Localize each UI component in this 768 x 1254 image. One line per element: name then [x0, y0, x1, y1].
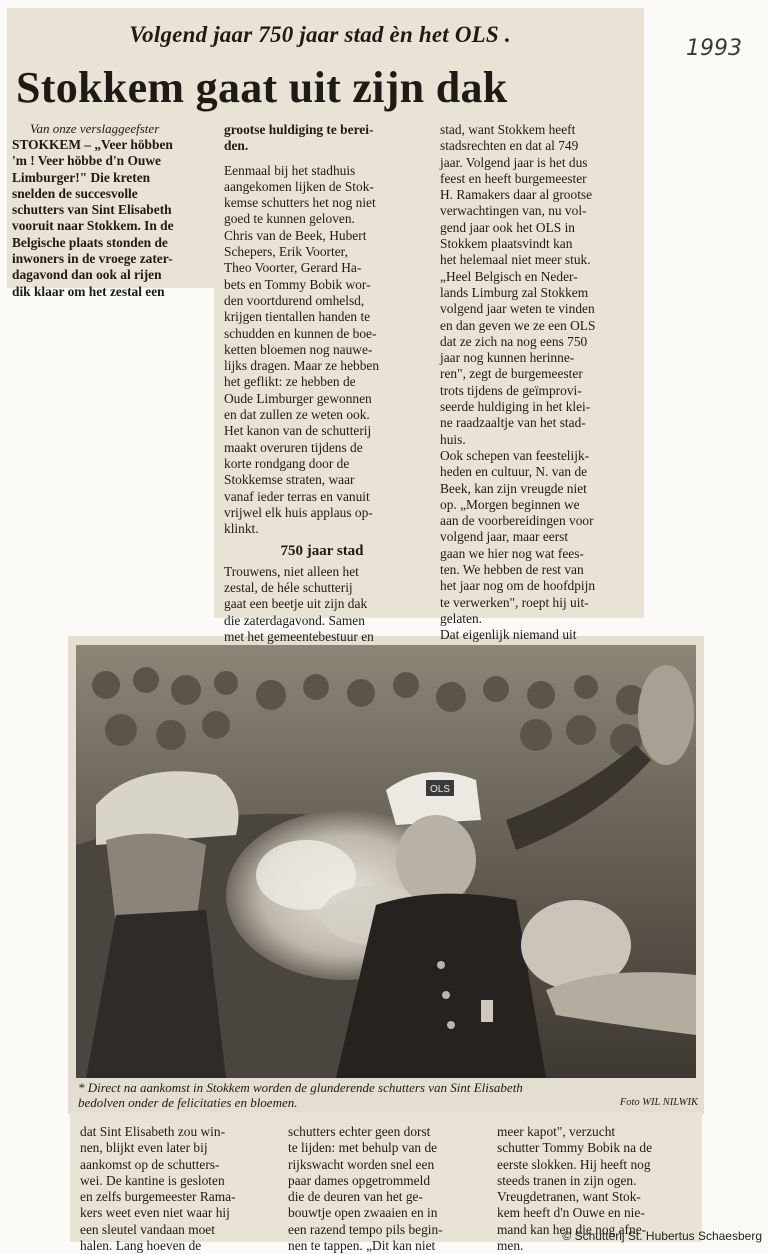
text-line: bets en Tommy Bobik wor-	[224, 276, 371, 292]
text-line: het jaar nog om de hoofdpijn	[440, 578, 596, 594]
continuation-column-2	[288, 1124, 484, 1254]
text-line: een sleutel vandaan moet	[80, 1221, 215, 1237]
text-line: dat ze zich na nog eens 750	[440, 333, 588, 349]
text-line: Schepers, Erik Voorter,	[224, 244, 348, 260]
text-line: goed te kunnen geloven.	[224, 211, 355, 227]
text-line: dat Sint Elisabeth zou win-	[80, 1124, 226, 1139]
text-line: verwachtingen van, nu vol-	[440, 203, 587, 219]
text-line: volgend jaar weten te vinden	[440, 301, 595, 317]
text-line: rijkswacht worden snel een	[288, 1156, 435, 1172]
text-line: aan de voorbereidingen voor	[440, 513, 594, 529]
text-line: schutter Tommy Bobik na de	[497, 1140, 653, 1156]
handwritten-year: 1993	[686, 36, 742, 61]
text-line: grootse huldiging te berei-	[224, 122, 374, 137]
text-line: dik klaar om het zestal een	[12, 283, 165, 299]
text-line: heden en cultuur, N. van de	[440, 464, 588, 480]
text-line: Theo Voorter, Gerard Ha-	[224, 260, 362, 276]
text-line: en dan geven we ze een OLS	[440, 317, 596, 333]
text-line: korte rondgang door de	[224, 455, 350, 471]
byline: Van onze verslaggeefster	[30, 121, 160, 136]
text-line: seerde huldiging in het klei-	[440, 399, 591, 415]
text-line: ren", zegt de burgemeester	[440, 366, 583, 382]
text-line: Trouwens, niet alleen het	[224, 563, 359, 579]
text-line: Belgische plaats stonden de	[12, 234, 168, 250]
text-line: nen, blijkt even later bij	[80, 1140, 208, 1156]
text-line: ne raadzaaltje van het stad-	[440, 415, 586, 431]
text-line: lijks dragen. Maar ze hebben	[224, 358, 380, 374]
text-line: en zelfs burgemeester Rama-	[80, 1189, 236, 1205]
text-line: op. „Morgen beginnen we	[440, 496, 580, 512]
text-line: het geflikt: ze hebben de	[224, 374, 356, 390]
text-line: 'm ! Veer höbbe d'n Ouwe	[12, 153, 161, 169]
text-line: vooruit naar Stokkem. In de	[12, 218, 174, 234]
text-line: klinkt.	[224, 521, 259, 537]
text-line: stadsrechten en dat al 749	[440, 138, 579, 154]
text-line: snelden de succesvolle	[12, 185, 138, 201]
text-line: vrijwel elk huis applaus op-	[224, 504, 373, 520]
text-line: stad, want Stokkem heeft	[440, 122, 576, 137]
text-line: gaat een beetje uit zijn dak	[224, 596, 368, 612]
text-line: te verwerken", roept hij uit-	[440, 594, 589, 610]
text-line: Stokkem plaatsvindt kan	[440, 236, 573, 252]
hat-badge: OLS	[429, 784, 451, 795]
text-line: een razend tempo pils begin-	[288, 1221, 443, 1237]
text-line: kem heeft d'n Ouwe en nie-	[497, 1205, 645, 1221]
caption-line-2: bedolven onder de felicitaties en bloemen.	[78, 1095, 298, 1110]
text-line: vanaf ieder terras en vanuit	[224, 488, 370, 504]
article-column-1	[12, 137, 212, 300]
column-2-top	[224, 122, 420, 155]
text-line: en dat zullen ze weten ook.	[224, 407, 370, 423]
article-column-3	[440, 122, 640, 660]
text-line: den.	[224, 138, 249, 154]
text-line: den voortdurend omhelsd,	[224, 292, 365, 308]
text-line: Het kanon van de schutterij	[224, 423, 372, 439]
news-photo	[76, 645, 696, 1078]
text-line: jaar nog kunnen herinne-	[440, 350, 575, 366]
text-line: „Heel Belgisch en Neder-	[440, 268, 578, 284]
continuation-column-1	[80, 1124, 276, 1254]
text-line: die de deuren van het ge-	[288, 1189, 423, 1205]
text-line: men.	[497, 1238, 524, 1254]
headline: Stokkem gaat uit zijn dak	[16, 63, 508, 112]
text-line: paar dames opgetrommeld	[288, 1172, 431, 1188]
text-line: die zaterdagavond. Samen	[224, 612, 365, 628]
text-line: steeds tranen in zijn ogen.	[497, 1172, 637, 1188]
text-line: Limburger!" Die kreten	[12, 169, 151, 185]
text-line: halen. Lang hoeven de	[80, 1238, 202, 1254]
text-line: het helemaal niet meer stuk.	[440, 252, 591, 268]
text-line: ketten bloemen nog nauwe-	[224, 341, 373, 357]
text-line: gelaten.	[440, 610, 483, 626]
caption-line-1: * Direct na aankomst in Stokkem worden de glunderende schutters van Sint Elisabeth	[78, 1080, 523, 1095]
text-line: met het gemeentebestuur en	[224, 628, 374, 644]
text-line: H. Ramakers daar al grootse	[440, 187, 593, 203]
text-line: ten. We hebben de rest van	[440, 562, 584, 578]
text-line: krijgen tientallen handen te	[224, 309, 371, 325]
text-line: te lijden: met behulp van de	[288, 1140, 438, 1156]
text-line: gend jaar ook het OLS in	[440, 219, 575, 235]
text-line: maakt overuren tijdens de	[224, 439, 363, 455]
text-line: Chris van de Beek, Hubert	[224, 227, 367, 243]
text-line: Dat eigenlijk niemand uit	[440, 627, 577, 643]
text-line: feest en heeft burgemeester	[440, 170, 587, 186]
text-line: aangekomen lijken de Stok-	[224, 178, 374, 194]
text-line: dagavond dan ook al rijen	[12, 267, 162, 283]
text-line: nen te tappen. „Dit kan niet	[288, 1238, 436, 1254]
text-line: schutters echter geen dorst	[288, 1124, 431, 1139]
copyright-notice: © Schutterij St. Hubertus Schaesberg	[562, 1229, 762, 1243]
text-line: Stokkemse straten, waar	[224, 472, 355, 488]
text-line: Vreugdetranen, want Stok-	[497, 1189, 641, 1205]
text-line: STOKKEM – „Veer höbben	[12, 137, 173, 152]
text-line: Oude Limburger gewonnen	[224, 390, 372, 406]
column-2-main	[224, 163, 420, 538]
text-line: huis.	[440, 431, 466, 447]
text-line: gaan we hier nog wat fees-	[440, 545, 584, 561]
text-line: kemse schutters het nog niet	[224, 195, 376, 211]
photo-caption	[78, 1080, 698, 1110]
text-line: aankomst op de schutters-	[80, 1156, 220, 1172]
text-line: jaar. Volgend jaar is het dus	[440, 154, 588, 170]
text-line: inwoners in de vroege zater-	[12, 251, 173, 267]
text-line: wei. De kantine is gesloten	[80, 1172, 225, 1188]
text-line: bouwtje open zwaaien en in	[288, 1205, 438, 1221]
text-line: schutters van Sint Elisabeth	[12, 202, 172, 218]
text-line: trots tijdens de geïmprovi-	[440, 382, 582, 398]
text-line: eerste slokken. Hij heeft nog	[497, 1156, 651, 1172]
text-line: kers weet even niet waar hij	[80, 1205, 230, 1221]
text-line: mand kan hen die nog afne-	[497, 1221, 647, 1237]
photo-illustration	[76, 645, 696, 1078]
text-line: lands Limburg zal Stokkem	[440, 284, 589, 300]
text-line: zestal, de héle schutterij	[224, 580, 353, 596]
text-line: Eenmaal bij het stadhuis	[224, 162, 356, 178]
article-column-2	[224, 122, 420, 662]
text-line: volgend jaar, maar eerst	[440, 529, 569, 545]
text-line: Beek, kan zijn vreugde niet	[440, 480, 587, 496]
text-line: schudden en kunnen de boe-	[224, 325, 377, 341]
photo-credit: Foto WIL NILWIK	[619, 1097, 698, 1108]
text-line: Ook schepen van feestelijk-	[440, 447, 590, 463]
subheading: 750 jaar stad	[280, 543, 364, 560]
text-line: meer kapot", verzucht	[497, 1124, 616, 1139]
kicker: Volgend jaar 750 jaar stad èn het OLS .	[129, 22, 511, 47]
